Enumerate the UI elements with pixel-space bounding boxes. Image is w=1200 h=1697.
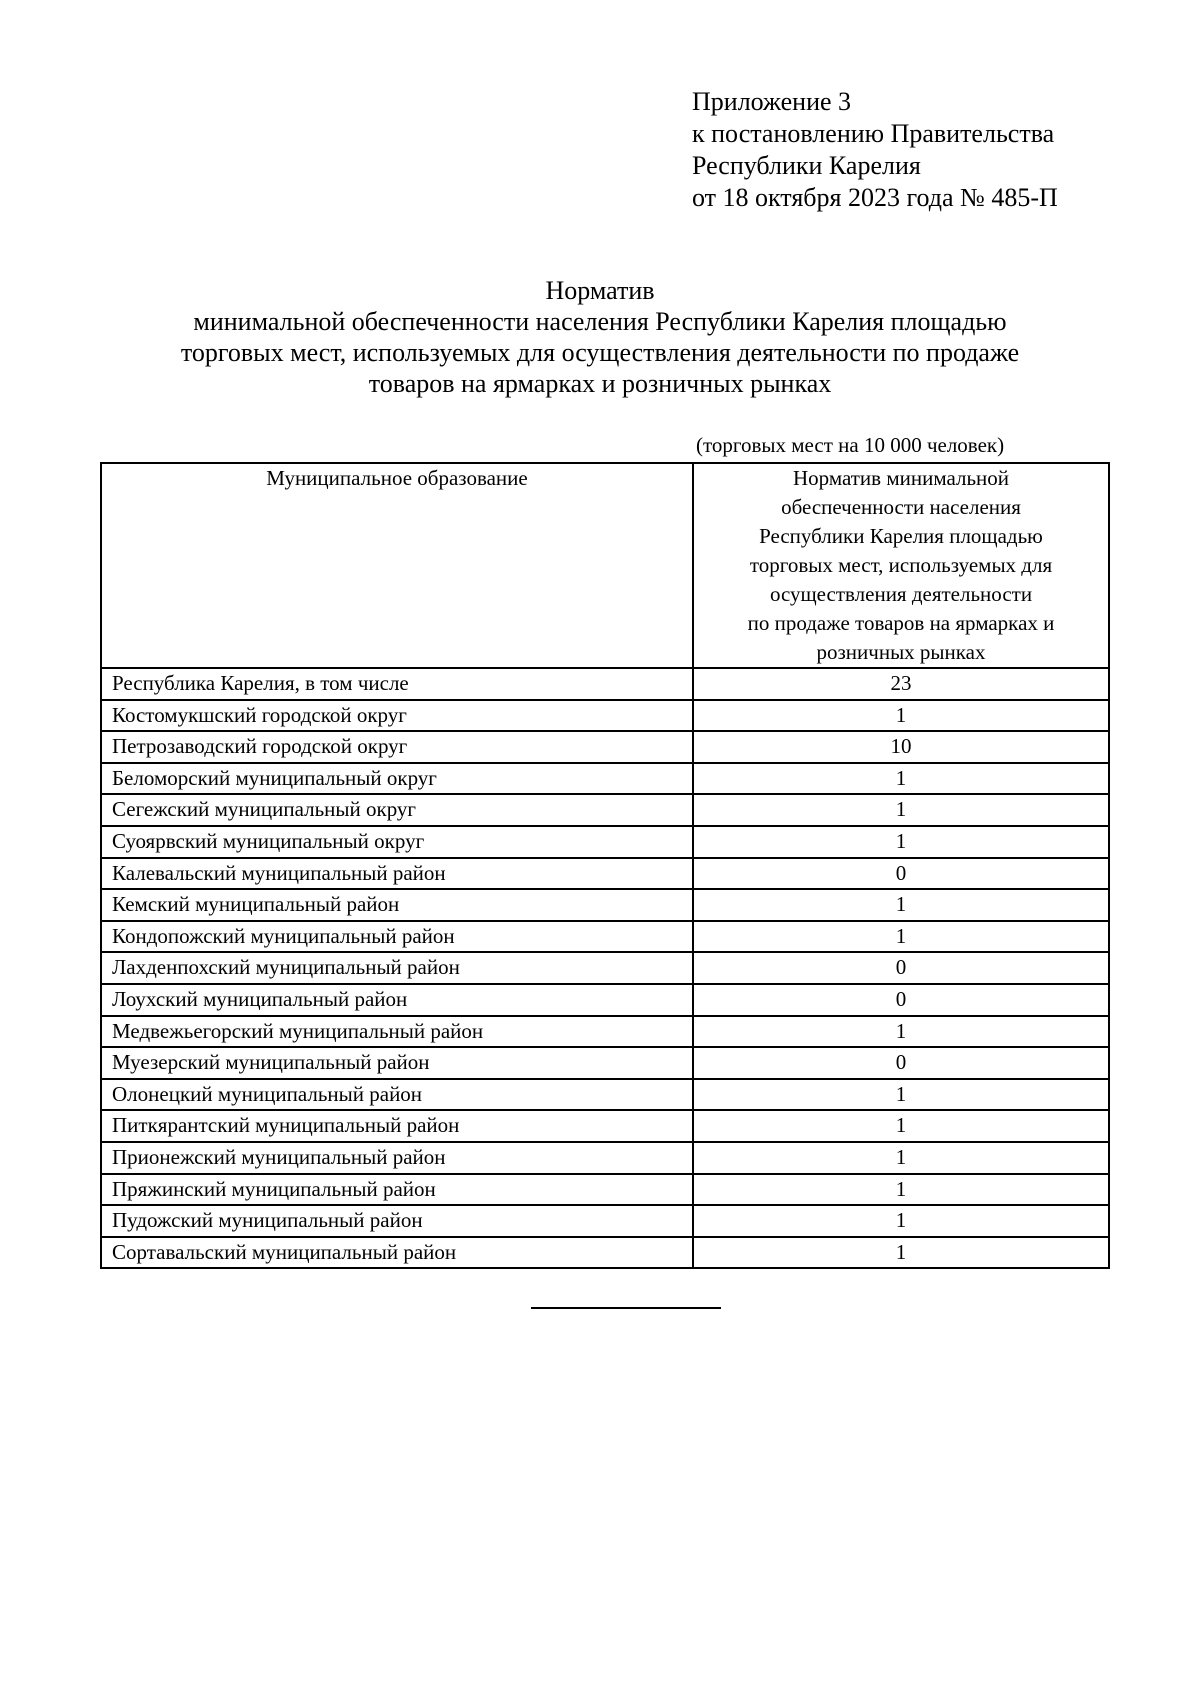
table-row [101, 858, 1109, 890]
appendix-line: Приложение 3 [692, 87, 852, 116]
norm-value: 1 [693, 794, 1109, 826]
table-row [101, 1205, 1109, 1237]
municipality-name: Беломорский муниципальный округ [101, 763, 693, 795]
municipality-name: Республика Карелия, в том числе [101, 668, 693, 700]
table-row [101, 1237, 1109, 1269]
header-norm-line: обеспеченности населения [781, 495, 1021, 519]
norm-value: 0 [693, 952, 1109, 984]
header-norm-line: по продаже товаров на ярмарках и [747, 611, 1055, 635]
municipality-name: Кондопожский муниципальный район [101, 921, 693, 953]
norm-value: 23 [693, 668, 1109, 700]
table-header-row [101, 463, 1109, 668]
municipality-name: Лахденпохский муниципальный район [101, 952, 693, 984]
norm-value: 1 [693, 1110, 1109, 1142]
norm-value: 1 [693, 1174, 1109, 1206]
norm-value: 1 [693, 1237, 1109, 1269]
municipality-name: Лоухский муниципальный район [101, 984, 693, 1016]
norm-value: 0 [693, 1047, 1109, 1079]
table-row [101, 826, 1109, 858]
norm-value: 1 [693, 700, 1109, 732]
table-row [101, 1174, 1109, 1206]
municipality-name: Калевальский муниципальный район [101, 858, 693, 890]
norm-value: 1 [693, 1205, 1109, 1237]
norm-value: 1 [693, 1079, 1109, 1111]
municipality-name: Питкярантский муниципальный район [101, 1110, 693, 1142]
norm-value: 10 [693, 731, 1109, 763]
appendix-line: от 18 октября 2023 года № 485-П [692, 183, 1058, 212]
municipality-name: Петрозаводский городской округ [101, 731, 693, 763]
header-municipality: Муниципальное образование [101, 463, 693, 668]
norm-value: 1 [693, 921, 1109, 953]
municipality-name: Муезерский муниципальный район [101, 1047, 693, 1079]
norm-value: 1 [693, 1016, 1109, 1048]
municipality-name: Суоярвский муниципальный округ [101, 826, 693, 858]
units-note: (торговых мест на 10 000 человек) [696, 433, 1005, 457]
municipality-name: Кемский муниципальный район [101, 889, 693, 921]
norm-value: 0 [693, 984, 1109, 1016]
table-row [101, 952, 1109, 984]
table-row [101, 1016, 1109, 1048]
title-line: минимальной обеспеченности населения Республики Карелия площадью [193, 307, 1007, 336]
appendix-block [692, 86, 1058, 214]
table-row [101, 794, 1109, 826]
title-line: торговых мест, используемых для осуществления деятельности по продаже [180, 338, 1020, 367]
norm-value: 0 [693, 858, 1109, 890]
norm-value: 1 [693, 1142, 1109, 1174]
table-row [101, 984, 1109, 1016]
header-norm-line: розничных рынках [816, 640, 986, 664]
municipality-name: Медвежьегорский муниципальный район [101, 1016, 693, 1048]
norm-value: 1 [693, 763, 1109, 795]
title-line: Норматив [545, 276, 655, 305]
header-norm-line: Норматив минимальной [792, 466, 1010, 490]
document-title [100, 275, 1100, 399]
table-row [101, 1110, 1109, 1142]
appendix-line: Республики Карелия [692, 151, 921, 180]
norm-value: 1 [693, 826, 1109, 858]
table-row [101, 700, 1109, 732]
table-row [101, 921, 1109, 953]
appendix-line: к постановлению Правительства [692, 119, 1055, 148]
table-row [101, 731, 1109, 763]
norm-value: 1 [693, 889, 1109, 921]
table-row [101, 668, 1109, 700]
table-row [101, 1142, 1109, 1174]
municipality-name: Сортавальский муниципальный район [101, 1237, 693, 1269]
municipality-name: Пряжинский муниципальный район [101, 1174, 693, 1206]
title-line: товаров на ярмарках и розничных рынках [368, 369, 832, 398]
table-row [101, 1047, 1109, 1079]
municipality-name: Пудожский муниципальный район [101, 1205, 693, 1237]
municipality-name: Костомукшский городской округ [101, 700, 693, 732]
header-norm [693, 463, 1109, 668]
table-row [101, 1079, 1109, 1111]
table-row [101, 763, 1109, 795]
header-norm-line: Республики Карелия площадью [759, 524, 1043, 548]
table-row [101, 889, 1109, 921]
header-norm-line: торговых мест, используемых для [749, 553, 1053, 577]
closing-divider [531, 1307, 721, 1309]
municipality-name: Прионежский муниципальный район [101, 1142, 693, 1174]
municipality-name: Олонецкий муниципальный район [101, 1079, 693, 1111]
norms-table [100, 462, 1110, 1269]
municipality-name: Сегежский муниципальный округ [101, 794, 693, 826]
header-norm-line: осуществления деятельности [769, 582, 1033, 606]
